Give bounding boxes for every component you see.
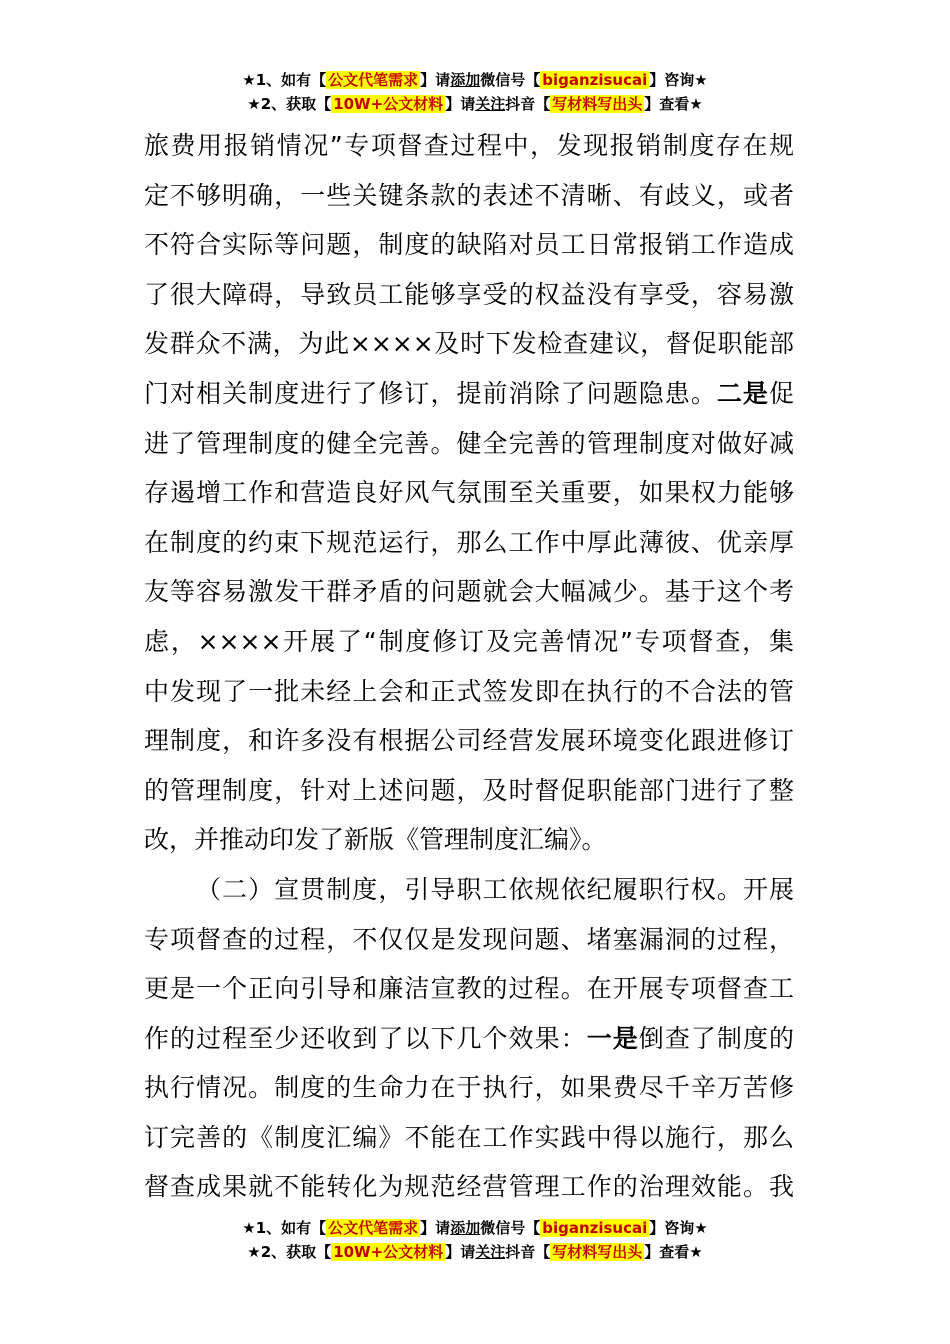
body-line: 进了管理制度的健全完善。健全完善的管理制度对做好减 <box>144 428 794 458</box>
header-line-1-prefix: ★1、如有【 <box>242 71 327 89</box>
footer-line-1-highlight-wechat: biganzisucai <box>542 1219 648 1237</box>
header-line-2-mid: 】请 <box>445 95 476 113</box>
footer-line-2-suffix: 】查看★ <box>644 1243 703 1261</box>
header-line-1-suffix: 】咨询★ <box>649 71 708 89</box>
body-line: 不符合实际等问题，制度的缺陷对员工日常报销工作造成 <box>144 230 794 260</box>
footer-line-2-mid: 】请 <box>445 1243 476 1261</box>
bold-ordinal: 一是 <box>586 1023 639 1053</box>
section-heading-line: （二）宣贯制度，引导职工依规依纪履职行权。开展 <box>196 874 794 904</box>
body-line: 定不够明确，一些关键条款的表述不清晰、有歧义，或者 <box>144 180 794 210</box>
footer-line-2-highlight-douyin: 写材料写出头 <box>552 1243 643 1261</box>
document-body <box>144 121 794 1212</box>
footer-line-2 <box>0 1240 950 1264</box>
body-line: 了很大障碍，导致员工能够享受的权益没有享受，容易激 <box>144 279 794 309</box>
body-line: 督查成果就不能转化为规范经营管理工作的治理效能。我 <box>144 1172 794 1202</box>
header-line-1-highlight-service: 公文代笔需求 <box>328 71 419 89</box>
body-line: 订完善的《制度汇编》不能在工作实践中得以施行，那么 <box>144 1122 794 1152</box>
body-text: 作的过程至少还收到了以下几个效果： <box>144 1023 587 1053</box>
header-line-1 <box>0 68 950 92</box>
footer-banner <box>0 1216 950 1264</box>
header-line-2-mid2: 抖音【 <box>505 95 551 113</box>
header-line-2-highlight-douyin: 写材料写出头 <box>552 95 643 113</box>
body-line: 旅费用报销情况”专项督查过程中，发现报销制度存在规 <box>144 131 794 160</box>
header-line-2-suffix: 】查看★ <box>644 95 703 113</box>
body-text: 促 <box>768 378 794 408</box>
header-line-1-underline: 添加 <box>450 71 481 89</box>
body-line: 在制度的约束下规范运行，那么工作中厚此薄彼、优亲厚 <box>144 527 794 557</box>
footer-line-1 <box>0 1216 950 1240</box>
body-line <box>144 1014 794 1064</box>
header-line-2-highlight-materials: 10W+公文材料 <box>333 95 444 113</box>
footer-line-1-mid2: 微信号【 <box>480 1219 541 1237</box>
body-line: 发群众不满，为此××××及时下发检查建议，督促职能部 <box>144 329 794 359</box>
footer-line-1-underline: 添加 <box>450 1219 481 1237</box>
header-line-2 <box>0 92 950 116</box>
body-line: 中发现了一批未经上会和正式签发即在执行的不合法的管 <box>144 676 794 706</box>
body-line <box>144 369 794 419</box>
header-line-1-mid2: 微信号【 <box>480 71 541 89</box>
footer-line-1-prefix: ★1、如有【 <box>242 1219 327 1237</box>
footer-line-1-highlight-service: 公文代笔需求 <box>328 1219 419 1237</box>
footer-line-1-mid: 】请 <box>420 1219 451 1237</box>
body-line: 的管理制度，针对上述问题，及时督促职能部门进行了整 <box>144 775 794 805</box>
header-line-2-prefix: ★2、获取【 <box>247 95 332 113</box>
footer-line-2-mid2: 抖音【 <box>505 1243 551 1261</box>
footer-line-2-highlight-materials: 10W+公文材料 <box>333 1243 444 1261</box>
footer-line-2-prefix: ★2、获取【 <box>247 1243 332 1261</box>
header-line-1-highlight-wechat: biganzisucai <box>542 71 648 89</box>
body-text: 倒查了制度的 <box>638 1023 794 1053</box>
body-text: 门对相关制度进行了修订，提前消除了问题隐患。 <box>144 378 717 408</box>
body-line: 理制度，和许多没有根据公司经营发展环境变化跟进修订 <box>144 726 794 756</box>
body-line: 虑，××××开展了“制度修订及完善情况”专项督查，集 <box>144 626 794 656</box>
body-line: 专项督查的过程，不仅仅是发现问题、堵塞漏洞的过程， <box>144 924 794 954</box>
body-line: 存遏增工作和营造良好风气氛围至关重要，如果权力能够 <box>144 478 794 508</box>
body-line: 执行情况。制度的生命力在于执行，如果费尽千辛万苦修 <box>144 1073 794 1103</box>
footer-line-1-suffix: 】咨询★ <box>649 1219 708 1237</box>
header-banner <box>0 68 950 116</box>
body-line: 改，并推动印发了新版《管理制度汇编》。 <box>144 825 607 855</box>
header-line-2-underline: 关注 <box>475 95 506 113</box>
body-line: 友等容易激发干群矛盾的问题就会大幅减少。基于这个考 <box>144 577 794 607</box>
footer-line-2-underline: 关注 <box>475 1243 506 1261</box>
header-line-1-mid: 】请 <box>420 71 451 89</box>
bold-ordinal: 二是 <box>716 378 769 408</box>
body-line: 更是一个正向引导和廉洁宣教的过程。在开展专项督查工 <box>144 974 794 1004</box>
